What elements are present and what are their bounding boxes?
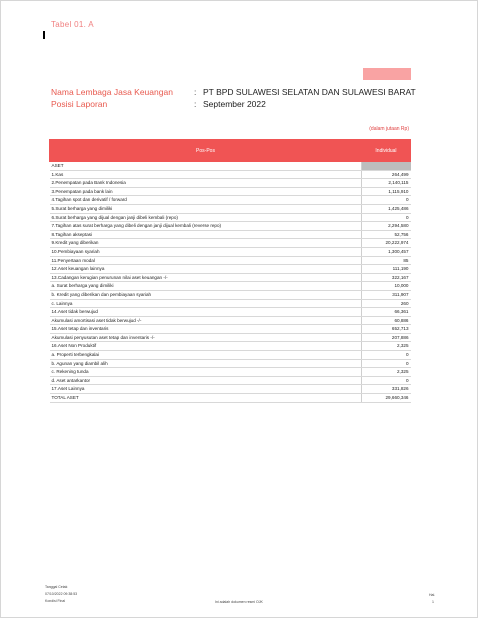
row-value: 0 (362, 359, 411, 368)
row-value: 0 (362, 351, 411, 360)
colon: : (194, 87, 197, 97)
row-label: 9.Kredit yang diberikan (50, 239, 362, 248)
table-row (50, 282, 411, 291)
row-label: 12.Aset keuangan lainnya (50, 265, 362, 274)
row-label: 13.Cadangan kerugian penurunan nilai aset keuangan -/- (50, 273, 362, 282)
row-label: 8.Tagihan akseptasi (50, 230, 362, 239)
table-row (50, 325, 411, 334)
row-value: 1,425,486 (362, 204, 411, 213)
table-row (50, 368, 411, 377)
institution-value: PT BPD SULAWESI SELATAN DAN SULAWESI BARAT (203, 87, 416, 97)
row-label: d. Aset antarkantor (50, 376, 362, 385)
row-label: 15.Aset tetap dan inventaris (50, 325, 362, 334)
row-value: 322,167 (362, 273, 411, 282)
text-cursor (43, 31, 45, 39)
table-row (50, 376, 411, 385)
row-value: 0 (362, 213, 411, 222)
row-label: Akumulasi penyusutan aset tetap dan inventaris -/- (50, 333, 362, 342)
row-label: c. Rekening tunda (50, 368, 362, 377)
table-row (50, 222, 411, 231)
balance-table (49, 139, 411, 403)
table-row (50, 394, 411, 403)
table-row (50, 308, 411, 317)
table-row (50, 239, 411, 248)
colon: : (194, 99, 197, 109)
row-value: 85 (362, 256, 411, 265)
row-value: 52,756 (362, 230, 411, 239)
table-row (50, 230, 411, 239)
row-value: 66,361 (362, 308, 411, 317)
table-row (50, 316, 411, 325)
row-label: 1.Kas (50, 170, 362, 179)
row-label: TOTAL ASET (50, 394, 362, 403)
table-row (50, 170, 411, 179)
row-value: 207,886 (362, 333, 411, 342)
table-row (50, 385, 411, 394)
table-row (50, 299, 411, 308)
table-row (50, 351, 411, 360)
table-row (50, 265, 411, 274)
row-label: 17.Aset Lainnya (50, 385, 362, 394)
table-row (50, 290, 411, 299)
row-label: 10.Pembiayaan syariah (50, 247, 362, 256)
row-label: Akumulasi amortisasi aset tidak berwujud -/- (50, 316, 362, 325)
period-row (51, 99, 381, 111)
row-value: 111,190 (362, 265, 411, 274)
row-value: 2,294,580 (362, 222, 411, 231)
row-label: 11.Penyertaan modal (50, 256, 362, 265)
table-row (50, 273, 411, 282)
row-label: 7.Tagihan atas surat berharga yang dibeli dengan janji dijual kembali (reverse repo) (50, 222, 362, 231)
row-value: 331,826 (362, 385, 411, 394)
row-label: 3.Penempatan pada bank lain (50, 187, 362, 196)
row-value: 2,140,115 (362, 179, 411, 188)
row-value: 60,886 (362, 316, 411, 325)
row-value: 1,300,457 (362, 247, 411, 256)
footer-page-number: 1 (432, 600, 434, 604)
row-value: 29,660,346 (362, 394, 411, 403)
footer-note: Ini adalah dokumen resmi OJK (215, 600, 263, 604)
row-value: 0 (362, 196, 411, 205)
table-row (50, 187, 411, 196)
table-row (50, 359, 411, 368)
row-label: 16.Aset Non Produktif (50, 342, 362, 351)
table-row (50, 179, 411, 188)
period-label: Posisi Laporan (51, 99, 108, 109)
table-row (50, 162, 411, 171)
table-row (50, 196, 411, 205)
row-value (362, 162, 411, 171)
row-value: 1,115,910 (362, 187, 411, 196)
row-value: 2,325 (362, 368, 411, 377)
row-label: 2.Penempatan pada Bank Indonesia (50, 179, 362, 188)
period-value: September 2022 (203, 99, 266, 109)
table-row (50, 204, 411, 213)
row-label: 5.Surat berharga yang dimiliki (50, 204, 362, 213)
col-header-value: Individual (362, 140, 411, 162)
row-value: 260 (362, 299, 411, 308)
row-label: ASET (50, 162, 362, 171)
col-header-item: Pos-Pos (50, 140, 362, 162)
footer-page-label: Hal. (429, 593, 436, 597)
row-label: 14.Aset tidak berwujud (50, 308, 362, 317)
row-label: b. Kredit yang diberikan dan pembiayaan syariah (50, 290, 362, 299)
institution-label: Nama Lembaga Jasa Keuangan (51, 87, 173, 97)
row-value: 0 (362, 376, 411, 385)
row-label: 6.Surat berharga yang dijual dengan janji dibeli kembali (repo) (50, 213, 362, 222)
institution-row (51, 87, 416, 99)
row-label: a. Properti terbengkalai (50, 351, 362, 360)
row-label: b. Agunan yang diambil alih (50, 359, 362, 368)
row-label: c. Lainnya (50, 299, 362, 308)
table-id: Tabel 01. A (51, 20, 94, 29)
unit-label: (dalam jutaan Rp) (369, 126, 409, 132)
row-label: a. Surat berharga yang dimiliki (50, 282, 362, 291)
row-value: 311,907 (362, 290, 411, 299)
row-value: 2,325 (362, 342, 411, 351)
row-value: 10,000 (362, 282, 411, 291)
footer-print-label: Tanggal Cetak (45, 585, 68, 589)
row-value: 264,499 (362, 170, 411, 179)
row-label: 4.Tagihan spot dan derivatif / forward (50, 196, 362, 205)
row-value: 20,222,974 (362, 239, 411, 248)
table-row (50, 342, 411, 351)
table-row (50, 213, 411, 222)
row-value: 652,713 (362, 325, 411, 334)
table-row (50, 333, 411, 342)
footer-status: Kondisi Final (45, 599, 66, 603)
footer-print-date: 07/10/2022 09:38:53 (45, 592, 78, 596)
table-row (50, 256, 411, 265)
highlight-box (363, 68, 411, 80)
table-row (50, 247, 411, 256)
